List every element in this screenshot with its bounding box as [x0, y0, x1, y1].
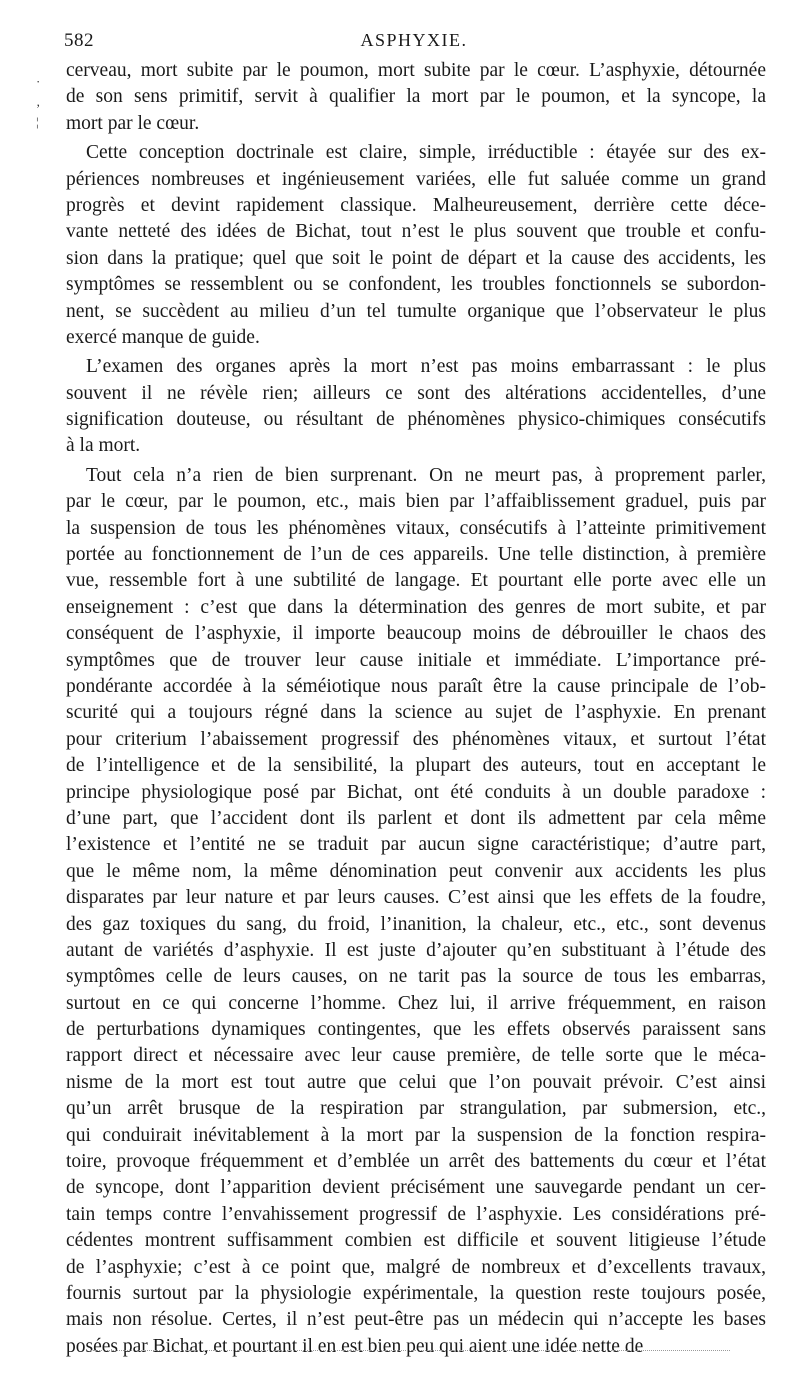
text-line: qui conduirait inévitablement à la mort par la suspension de la fonction respira-: [66, 1124, 766, 1146]
paragraph: [66, 354, 766, 460]
text-line: nent, se succèdent au milieu d’un tel tumulte organique que l’observateur le plus: [66, 300, 766, 322]
text-line: posées par Bichat, et pourtant il en est bien peu qui aient une idée nette de: [66, 1335, 644, 1357]
text-line: surtout en ce qui concerne l’homme. Chez lui, il arrive fréquemment, en raison: [66, 992, 766, 1014]
text-line: symptômes que de trouver leur cause initiale et immédiate. L’importance pré-: [66, 649, 766, 671]
text-line: de perturbations dynamiques contingentes, que les effets observés paraissent sans: [66, 1019, 766, 1041]
margin-mark: ·: [36, 74, 41, 89]
text-line: souvent il ne révèle rien; ailleurs ce sont des altérations accidentelles, d’une: [66, 382, 766, 404]
text-line: d’une part, que l’accident dont ils parlent et dont ils admettent par cela même: [66, 807, 766, 829]
text-line: mais non résolue. Certes, il n’est peut-être pas un médecin qui n’accepte les bases: [66, 1309, 766, 1331]
text-line: enseignement : c’est que dans la détermination des genres de mort subite, et par: [66, 596, 766, 618]
text-line: scurité qui a toujours régné dans la science au sujet de l’asphyxie. En prenant: [66, 702, 766, 724]
paragraph: [66, 58, 766, 137]
text-line: que le même nom, la même dénomination peut convenir aux accidents les plus: [66, 860, 766, 882]
text-line: tain temps contre l’envahissement progressif de l’asphyxie. Les considérations pré-: [66, 1203, 766, 1225]
text-line: vante netteté des idées de Bichat, tout n’est le plus souvent que trouble et confu-: [66, 221, 766, 243]
text-line: des gaz toxiques du sang, du froid, l’inanition, la chaleur, etc., etc., sont devenus: [66, 913, 766, 935]
text-line: sion dans la pratique; quel que soit le point de départ et la cause des accidents, les: [66, 247, 766, 269]
text-line: exercé manque de guide.: [66, 326, 260, 348]
text-line: cerveau, mort subite par le poumon, mort subite par le cœur. L’asphyxie, détournée: [66, 60, 766, 81]
footer-rule: [90, 1350, 730, 1351]
text-line: périences nombreuses et ingénieusement variées, elle fut saluée comme un grand: [66, 168, 766, 190]
body-text: [66, 58, 766, 1360]
text-line: symptômes se ressemblent ou se confondent, les troubles fonctionnels se subordon-: [66, 274, 766, 296]
text-line: mort par le cœur.: [66, 112, 200, 134]
text-line: disparates par leur nature et par leurs causes. C’est ainsi que les effets de la foudre,: [66, 887, 766, 909]
text-line: qu’un arrêt brusque de la respiration par strangulation, par submersion, etc.,: [66, 1098, 766, 1120]
text-line: de l’intelligence et de la sensibilité, la plupart des auteurs, tout en acceptant le: [66, 755, 766, 777]
page-header: [64, 30, 764, 56]
text-line: progrès et devint rapidement classique. Malheureusement, derrière cette déce-: [66, 194, 766, 216]
text-line: de syncope, dont l’apparition devient précisément une sauvegarde pendant un cer-: [66, 1177, 766, 1199]
text-line: conséquent de l’asphyxie, il importe beaucoup moins de débrouiller le chaos des: [66, 623, 766, 645]
margin-mark: ‚: [36, 94, 41, 109]
text-line: Cette conception doctrinale est claire, simple, irréductible : étayée sur des ex-: [86, 142, 766, 164]
text-line: fournis surtout par la physiologie expérimentale, la question reste toujours posée,: [66, 1282, 766, 1304]
text-line: principe physiologique posé par Bichat, ont été conduits à un double paradoxe :: [66, 781, 766, 803]
text-line: de l’asphyxie; c’est à ce point que, malgré de nombreux et d’excellents travaux,: [66, 1256, 766, 1278]
text-line: nisme de la mort est tout autre que celui que l’on pouvait prévoir. C’est ainsi: [66, 1071, 766, 1093]
margin-mark: ¦: [36, 114, 39, 129]
text-line: symptômes celle de leurs causes, on ne tarit pas la source de tous les embarras,: [66, 966, 766, 988]
text-line: autant de variétés d’asphyxie. Il est juste d’ajouter qu’en substituant à l’étude des: [66, 939, 766, 961]
text-line: toire, provoque fréquemment et d’emblée un arrêt des battements du cœur et l’état: [66, 1151, 766, 1173]
paragraph: [66, 463, 766, 1360]
running-title: ASPHYXIE.: [360, 30, 468, 50]
text-line: l’existence et l’entité ne se traduit par aucun signe caractéristique; d’autre part,: [66, 834, 766, 856]
text-line: cédentes montrent suffisamment combien est difficile et souvent litigieuse l’étude: [66, 1230, 766, 1252]
text-line: portée au fonctionnement de l’un de ces appareils. Une telle distinction, à première: [66, 544, 766, 566]
text-line: signification douteuse, ou résultant de phénomènes physico-chimiques consécutifs: [66, 409, 766, 431]
paragraph: [66, 140, 766, 351]
text-line: pondérante accordée à la séméiotique nous paraît être la cause principale de l’ob-: [66, 675, 766, 697]
text-line: la suspension de tous les phénomènes vitaux, consécutifs à l’atteinte primitivement: [66, 517, 766, 539]
page-number: 582: [64, 30, 94, 51]
text-line: par le cœur, par le poumon, etc., mais bien par l’affaiblissement graduel, puis par: [66, 491, 766, 513]
text-line: rapport direct et nécessaire avec leur cause première, de telle sorte que le méca-: [66, 1045, 766, 1067]
text-line: pour criterium l’abaissement progressif des phénomènes vitaux, et surtout l’état: [66, 728, 766, 750]
margin-marks: [36, 72, 40, 132]
text-line: vue, ressemble fort à une subtilité de langage. Et pourtant elle porte avec elle un: [66, 570, 766, 592]
text-line: L’examen des organes après la mort n’est pas moins embarrassant : le plus: [86, 356, 766, 378]
text-line: Tout cela n’a rien de bien surprenant. On ne meurt pas, à proprement parler,: [86, 464, 766, 486]
text-line: de son sens primitif, servit à qualifier la mort par le poumon, et la syncope, la: [66, 86, 766, 108]
text-line: à la mort.: [66, 435, 141, 457]
